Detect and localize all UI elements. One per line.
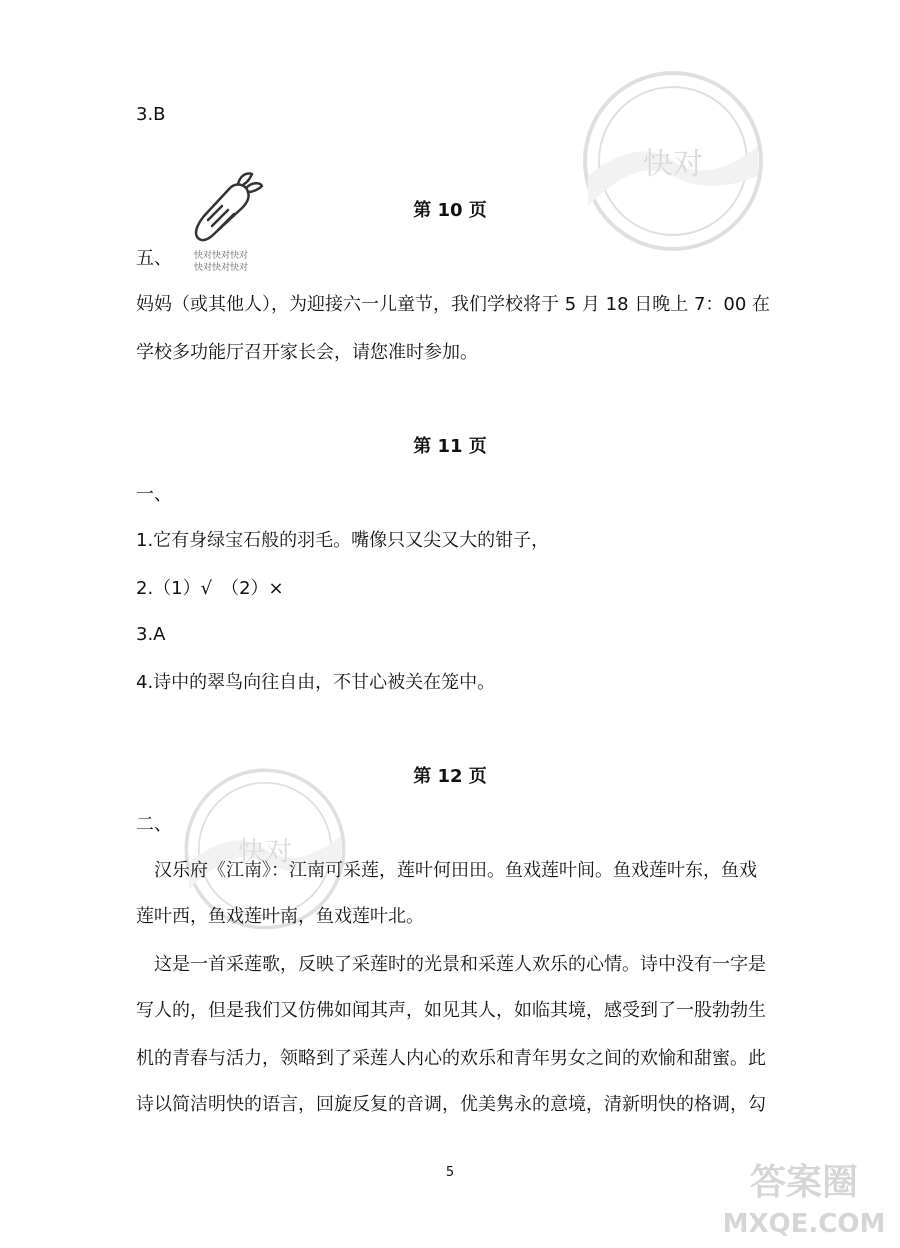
carrot-caption-2: 快对快对快对	[194, 263, 249, 273]
page-heading-10: 第 10 页	[413, 200, 487, 221]
stamp-text-top: 快对	[643, 147, 703, 182]
paragraph-line: 妈妈（或其他人），为迎接六一儿童节，我们学校将于 5 月 18 日晚上 7：00 在	[136, 294, 771, 315]
answer-line: 3.A	[136, 624, 166, 645]
answer-line: 1.它有身绿宝石般的羽毛。嘴像只又尖又大的钳子，	[136, 530, 550, 551]
page-heading-11: 第 11 页	[413, 436, 487, 457]
analysis-line: 诗以简洁明快的语言，回旋反复的音调，优美隽永的意境，清新明快的格调，勾	[136, 1094, 766, 1115]
answer-line: 2.（1）√ （2）×	[136, 578, 284, 599]
analysis-line: 这是一首采莲歌，反映了采莲时的光景和采莲人欢乐的心情。诗中没有一字是	[154, 954, 766, 975]
answer-3b: 3.B	[136, 104, 166, 125]
paragraph-line: 学校多功能厅召开家长会，请您准时参加。	[136, 342, 478, 363]
stamp-text-bottom: 快对	[238, 836, 292, 868]
poem-line: 汉乐府《江南》：江南可采莲，莲叶何田田。鱼戏莲叶间。鱼戏莲叶东，鱼戏	[154, 860, 757, 881]
poem-line: 莲叶西，鱼戏莲叶南，鱼戏莲叶北。	[136, 906, 424, 927]
page-heading-12: 第 12 页	[413, 766, 487, 787]
page-number: 5	[445, 1165, 455, 1180]
corner-watermark-top: 答案圈	[749, 1162, 859, 1203]
section-label-er: 二、	[136, 814, 172, 835]
corner-watermark-logo	[714, 1152, 894, 1242]
analysis-line: 写人的，但是我们又仿佛如闻其声，如见其人，如临其境，感受到了一股勃勃生	[136, 1000, 766, 1021]
answer-line: 4.诗中的翠鸟向往自由，不甘心被关在笼中。	[136, 672, 496, 693]
analysis-line: 机的青春与活力，领略到了采莲人内心的欢乐和青年男女之间的欢愉和甜蜜。此	[136, 1048, 766, 1069]
section-label-wu: 五、	[136, 248, 172, 269]
section-label-yi: 一、	[136, 484, 172, 505]
stamp-watermark-top	[578, 66, 768, 256]
corner-watermark-bottom: MXQE.COM	[722, 1209, 886, 1239]
carrot-caption-1: 快对快对快对	[194, 251, 249, 261]
